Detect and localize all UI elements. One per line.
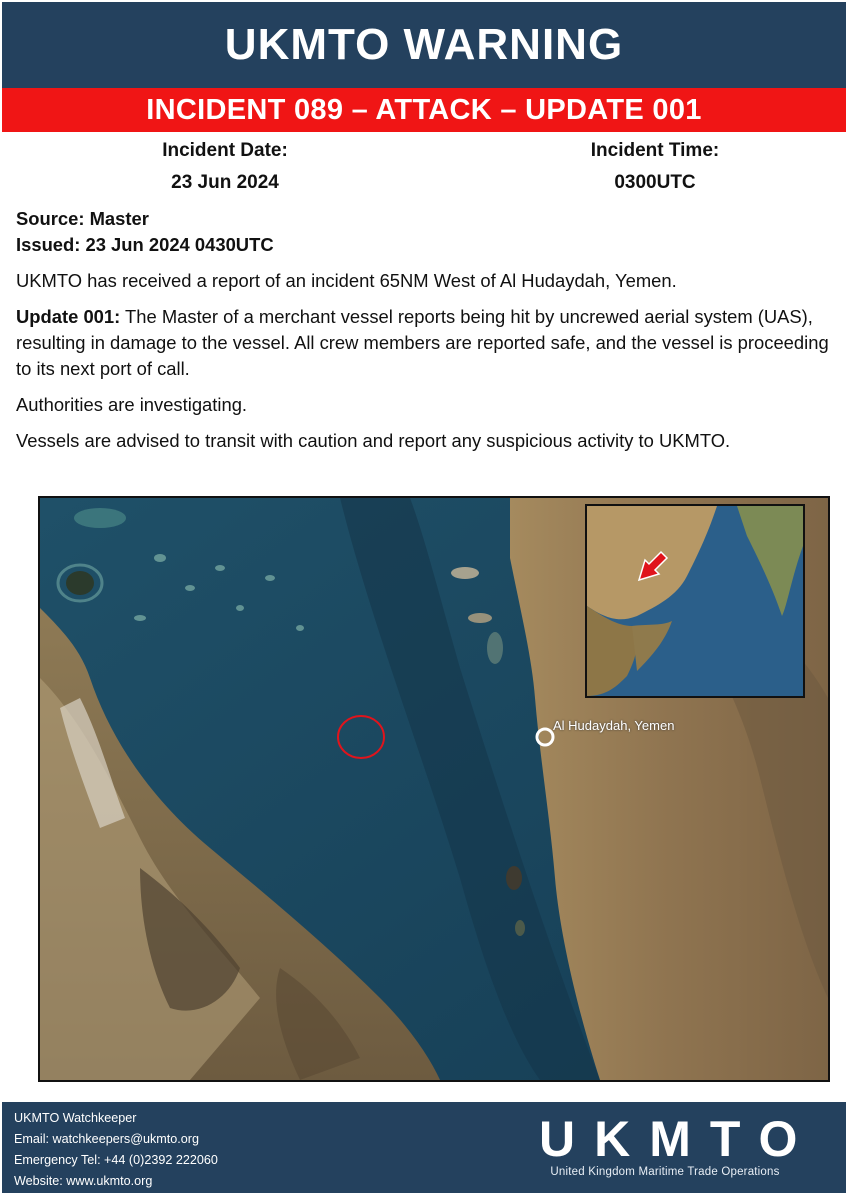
incident-date	[120, 138, 330, 196]
email-line[interactable]: Email: watchkeepers@ukmto.org	[14, 1132, 199, 1146]
source-line: Source: Master	[16, 208, 149, 229]
footer	[2, 1102, 846, 1193]
website-line[interactable]: Website: www.ukmto.org	[14, 1174, 153, 1188]
update-label: Update 001:	[16, 306, 121, 327]
ukmto-logo	[520, 1111, 817, 1178]
report-body	[16, 206, 846, 454]
update-paragraph	[16, 304, 846, 382]
incident-date-value: 23 Jun 2024	[171, 172, 279, 193]
incident-map	[38, 496, 830, 1082]
emergency-tel-line[interactable]: Emergency Tel: +44 (0)2392 222060	[14, 1153, 218, 1167]
logo-subtitle: United Kingdom Maritime Trade Operations	[550, 1166, 780, 1178]
incident-time	[550, 138, 760, 196]
issued-line: Issued: 23 Jun 2024 0430UTC	[16, 234, 274, 255]
contact-info	[14, 1108, 218, 1192]
watchkeeper-line: UKMTO Watchkeeper	[14, 1111, 137, 1125]
header-band	[2, 2, 846, 88]
incident-time-label: Incident Time:	[590, 140, 720, 161]
incident-date-label: Incident Date:	[162, 140, 288, 161]
page-title: UKMTO WARNING	[224, 20, 624, 69]
city-label: Al Hudaydah, Yemen	[553, 718, 675, 733]
inset-overview-map	[585, 504, 805, 698]
authorities-paragraph: Authorities are investigating.	[16, 394, 248, 415]
incident-band	[2, 88, 846, 132]
logo-wordmark: UKMTO	[539, 1111, 817, 1167]
summary-paragraph: UKMTO has received a report of an incident 65NM West of Al Hudaydah, Yemen.	[16, 270, 677, 291]
advice-paragraph: Vessels are advised to transit with caution and report any suspicious activity to UKMTO.	[16, 430, 731, 451]
update-text: The Master of a merchant vessel reports being hit by uncrewed aerial system (UAS), resulting in damage to the vessel. All crew members are reported safe, and the vessel is proceeding to its next port of call.	[16, 306, 829, 379]
incident-time-value: 0300UTC	[614, 172, 696, 193]
inset-map-image	[587, 506, 803, 696]
incident-title: INCIDENT 089 – ATTACK – UPDATE 001	[146, 93, 702, 126]
